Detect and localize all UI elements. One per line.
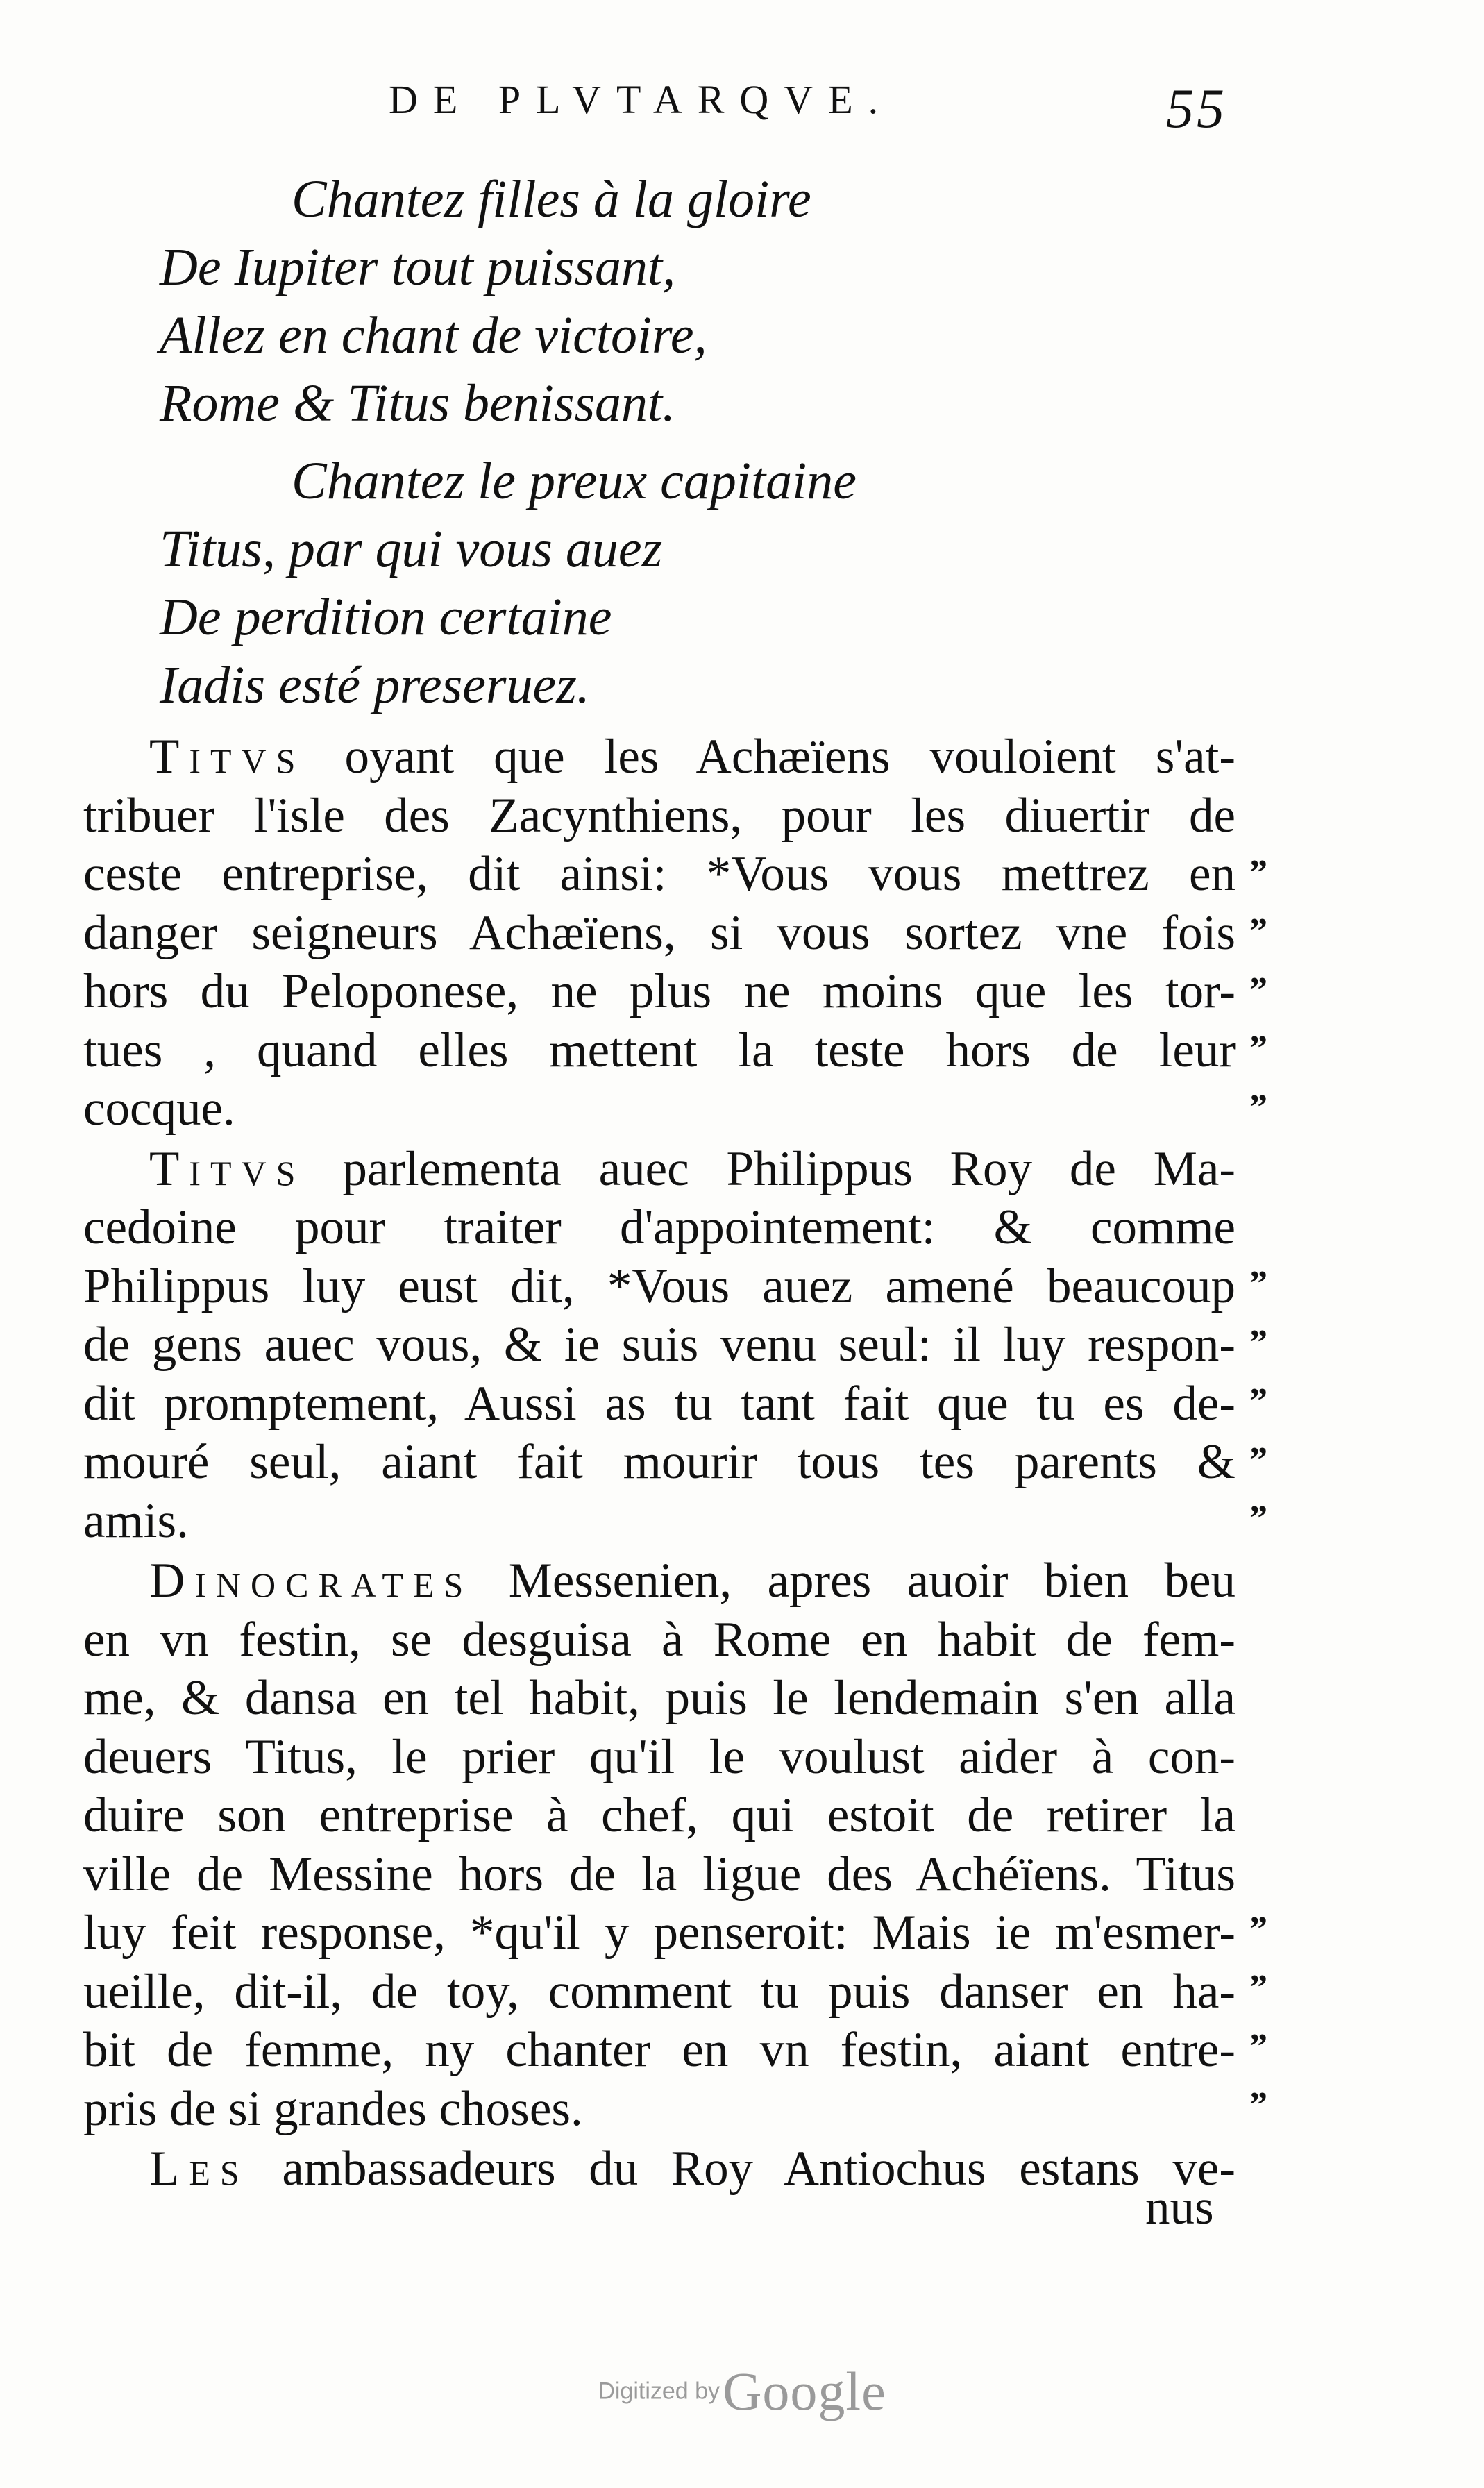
margin-mark: ” [1249, 1381, 1269, 1421]
verse-line: De perdition certaine [160, 588, 612, 646]
verse-line: De Iupiter tout puissant, [160, 238, 676, 296]
margin-mark: ” [1249, 1968, 1269, 2008]
paragraph-lead: Titvs [149, 1141, 305, 1196]
verse-line: Allez en chant de victoire, [160, 306, 707, 364]
margin-mark: ” [1249, 2085, 1269, 2125]
digitized-by-text: Digitized by [598, 2378, 720, 2405]
margin-mark: ” [1249, 970, 1269, 1010]
catchword: nus [1145, 2180, 1214, 2235]
paragraph-lead: Titvs [149, 730, 305, 784]
margin-mark: ” [1249, 911, 1269, 951]
margin-mark: ” [1249, 1440, 1269, 1480]
paragraph-titus-achaeans: Titvs oyant que les Achæïens vouloient s'at- tribuer l'isle des Zacynthiens, pour les diuertir de ceste entreprise, dit ainsi: *Vous vous mettrez en danger seigneurs Achæïens, si vous sortez vne fois hors du Peloponese, ne plus ne moins que les tor- tues , quand elles mettent la teste hors de leur cocque. [83, 730, 1236, 1136]
margin-mark: ” [1249, 1499, 1269, 1538]
paragraph-lead: Dinocrates [149, 1554, 473, 1608]
verse-line: Iadis esté preseruez. [160, 656, 590, 714]
margin-mark: ” [1249, 1088, 1269, 1127]
paragraph-lead: Les [149, 2142, 249, 2196]
margin-mark: ” [1249, 1264, 1269, 1304]
digitized-footer [0, 2360, 1484, 2423]
margin-mark: ” [1249, 853, 1269, 893]
verse-line: Chantez le preux capitaine [292, 452, 857, 510]
verse-block [160, 165, 1201, 719]
paragraph-titus-philippus: Titvs parlementa auec Philippus Roy de Ma- cedoine pour traiter d'appointement: & comme Philippus luy eust dit, *Vous auez amené beaucoup de gens auec vous, & ie suis venu seul: il luy respon- dit promptement, Aussi as tu tant fait que tu es de- mouré seul, aiant fait mourir tous tes parents & amis. [83, 1141, 1236, 1548]
margin-mark: ” [1249, 2027, 1269, 2067]
google-logo: Google [723, 2361, 886, 2421]
prose-block [83, 728, 1236, 2200]
verse-line: Titus, par qui vous auez [160, 520, 663, 578]
margin-mark: ” [1249, 1910, 1269, 1949]
margin-mark: ” [1249, 1029, 1269, 1068]
paragraph-dinocrates: Dinocrates Messenien, apres auoir bien beu en vn festin, se desguisa à Rome en habit de fem- me, & dansa en tel habit, puis le lendemain s'en alla deuers Titus, le prier qu'il le voulust aider à con- duire son entreprise à chef, qui estoit de retirer la ville de Messine hors de la ligue des Achéïens. Titus luy feit response, *qu'il y penseroit: Mais ie m'esmer- ueille, dit-il, de toy, comment tu puis danser en ha- bit de femme, ny chanter en vn festin, aiant entre- pris de si grandes choses. [83, 1554, 1236, 2136]
verse-line: Chantez filles à la gloire [292, 170, 811, 228]
margin-mark: ” [1249, 1323, 1269, 1363]
page-number: 55 [1166, 78, 1227, 140]
paragraph-antiochus: Les ambassadeurs du Roy Antiochus estans ve- [149, 2142, 1236, 2196]
running-title: DE PLVTARQVE. [389, 77, 894, 122]
verse-line: Rome & Titus benissant. [160, 374, 676, 432]
